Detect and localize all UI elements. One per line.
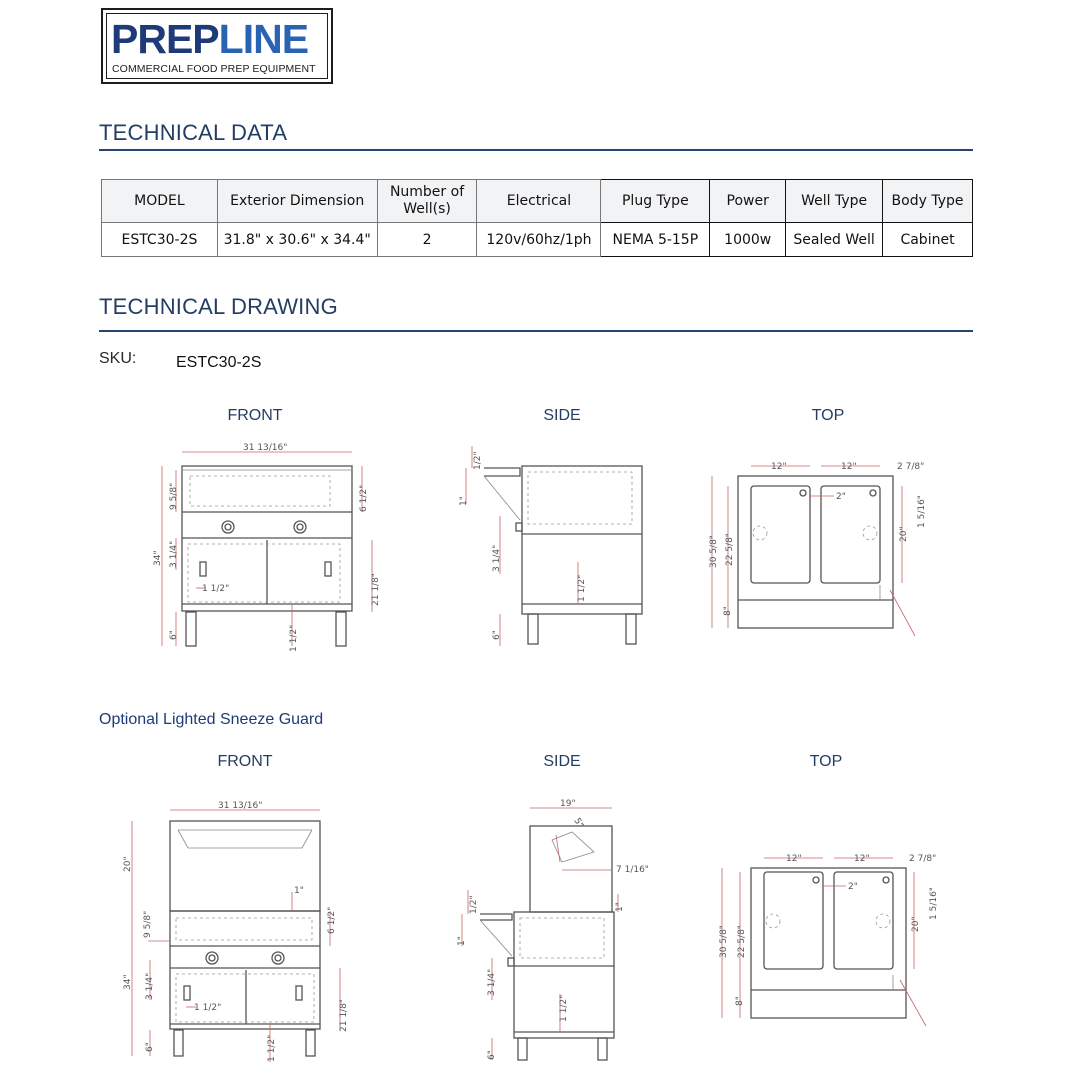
dim-20-top2: 20" — [911, 916, 921, 932]
dim-3-14-2: 3 1/4" — [145, 972, 155, 1000]
dim-20: 20" — [899, 526, 909, 542]
front2-handle-left — [184, 986, 190, 1000]
dim-12-left: 12" — [771, 462, 787, 472]
top2-well-right — [834, 872, 893, 969]
dim-22-58: 22 5/8" — [725, 533, 735, 566]
front2-body — [170, 911, 320, 1029]
sneeze-guard-frame — [170, 821, 320, 911]
cell-body-type: Cabinet — [883, 223, 973, 257]
top2-well-left — [764, 872, 823, 969]
dim-1-12-handle: 1 1/2" — [202, 584, 230, 594]
cell-wells: 2 — [377, 223, 477, 257]
dim-half: 1/2" — [473, 451, 483, 470]
dim-34-2: 34" — [123, 974, 133, 990]
cell-well-type: Sealed Well — [786, 223, 883, 257]
dim-1-12-bottom-2: 1 1/2" — [267, 1034, 277, 1062]
logo-tagline: COMMERCIAL FOOD PREP EQUIPMENT — [112, 63, 316, 75]
top-view-sneeze-guard-drawing — [719, 854, 939, 1026]
dim-9-58: 9 5/8" — [169, 482, 179, 510]
sku-value: ESTC30-2S — [176, 354, 262, 371]
side2-guard-glass — [552, 832, 594, 862]
side2-knob — [508, 958, 514, 966]
side-shelf — [484, 468, 520, 476]
dim-12-left-2: 12" — [786, 854, 802, 864]
view-label-side: SIDE — [543, 407, 581, 424]
dim-3-14: 3 1/4" — [169, 540, 179, 568]
front2-handle-right — [296, 986, 302, 1000]
dim-21-18: 21 1/8" — [371, 573, 381, 606]
dim-width-2: 31 13/16" — [218, 801, 263, 811]
dim-3-14-side: 3 1/4" — [492, 544, 502, 572]
dim-9-58-2: 9 5/8" — [143, 910, 153, 938]
side2-guard — [530, 826, 612, 912]
side2-leg-right — [598, 1038, 607, 1060]
dim-19: 19" — [560, 799, 576, 809]
dim-12-right: 12" — [841, 462, 857, 472]
top-outline — [738, 476, 893, 628]
optional-sneeze-guard-title: Optional Lighted Sneeze Guard — [99, 711, 324, 728]
dim-6-side: 6" — [492, 630, 502, 640]
dim-30-58: 30 5/8" — [709, 535, 719, 568]
side-leg-right — [626, 614, 636, 644]
header-electrical: Electrical — [477, 180, 601, 223]
dim-1-12-side2: 1 1/2" — [559, 994, 569, 1022]
front-handle-left — [200, 562, 206, 576]
header-well-type: Well Type — [786, 180, 883, 223]
dim-8-2: 8" — [735, 996, 745, 1006]
dim-1-516-2: 1 5/16" — [929, 887, 939, 920]
dim-1-guard: 1" — [294, 886, 304, 896]
sku-label: SKU: — [99, 350, 137, 367]
side2-shelf — [480, 914, 512, 920]
view-label-side-2: SIDE — [543, 753, 581, 770]
side2-leg-left — [518, 1038, 527, 1060]
dim-1-12-side: 1 1/2" — [577, 574, 587, 602]
front-knob-left — [222, 521, 234, 533]
dim-half-2: 1/2" — [469, 895, 479, 914]
view-label-top: TOP — [811, 407, 845, 424]
dim-2: 2" — [836, 492, 846, 502]
header-model: MODEL — [102, 180, 218, 223]
dim-22-58-2: 22 5/8" — [737, 925, 747, 958]
logo-word-line: LINE — [218, 16, 309, 62]
dim-1-516: 1 5/16" — [917, 495, 927, 528]
technical-data-title: TECHNICAL DATA — [99, 120, 288, 145]
front2-leg-right — [306, 1030, 315, 1056]
dim-34: 34" — [153, 550, 163, 566]
side-knob — [516, 523, 522, 531]
front2-knob-right — [272, 952, 284, 964]
view-label-front-2: FRONT — [217, 753, 273, 770]
dim-20-guard: 20" — [123, 856, 133, 872]
cell-model: ESTC30-2S — [102, 223, 218, 257]
header-body-type: Body Type — [883, 180, 973, 223]
header-plug-type: Plug Type — [601, 180, 710, 223]
top-view-drawing — [709, 462, 927, 636]
dim-6-12: 6 1/2" — [359, 484, 369, 512]
dim-6-12-2: 6 1/2" — [327, 906, 337, 934]
dim-width: 31 13/16" — [243, 443, 288, 453]
front2-knob-left — [206, 952, 218, 964]
technical-drawing-title: TECHNICAL DRAWING — [99, 294, 338, 319]
cell-power: 1000w — [710, 223, 786, 257]
front2-leg-left — [174, 1030, 183, 1056]
front-handle-right — [325, 562, 331, 576]
dim-1-side2b: 1" — [457, 936, 467, 946]
dim-8: 8" — [723, 606, 733, 616]
dim-2-top2: 2" — [848, 882, 858, 892]
cell-electrical: 120v/60hz/1ph — [477, 223, 601, 257]
header-wells: Number of Well(s) — [377, 180, 477, 223]
view-label-top-2: TOP — [809, 753, 843, 770]
dim-6-side2: 6" — [487, 1050, 497, 1060]
side-view-drawing — [459, 446, 642, 646]
front-wells-hidden — [190, 476, 330, 506]
dim-21-18-2: 21 1/8" — [339, 999, 349, 1032]
dim-2-78-2: 2 7/8" — [909, 854, 937, 864]
dim-7-116: 7 1/16" — [616, 865, 649, 875]
dim-12-right-2: 12" — [854, 854, 870, 864]
logo-word-prep: PREP — [111, 16, 219, 62]
side-leg-left — [528, 614, 538, 644]
cell-dimension: 31.8" x 30.6" x 34.4" — [217, 223, 377, 257]
header-dimension: Exterior Dimension — [217, 180, 377, 223]
front-view-drawing — [153, 443, 381, 652]
cell-plug-type: NEMA 5-15P — [601, 223, 710, 257]
dim-6-2: 6" — [145, 1042, 155, 1052]
front-leg-right — [336, 612, 346, 646]
dim-5: 5" — [571, 816, 585, 831]
top-well-right — [821, 486, 880, 583]
dim-1-12-bottom: 1 1/2" — [289, 624, 299, 652]
header-power: Power — [710, 180, 786, 223]
dim-30-58-2: 30 5/8" — [719, 925, 729, 958]
top2-outline — [751, 868, 906, 1018]
front-view-sneeze-guard-drawing — [123, 801, 349, 1062]
dim-6: 6" — [169, 630, 179, 640]
top-well-left — [751, 486, 810, 583]
dim-1: 1" — [459, 496, 469, 506]
dim-2-78: 2 7/8" — [897, 462, 925, 472]
dim-1-12-handle-2: 1 1/2" — [194, 1003, 222, 1013]
front-leg-left — [186, 612, 196, 646]
front-knob-right — [294, 521, 306, 533]
side-view-sneeze-guard-drawing — [457, 799, 649, 1060]
dim-3-14-side2: 3 1/4" — [487, 968, 497, 996]
dim-1-side2: 1" — [615, 902, 625, 912]
view-label-front: FRONT — [227, 407, 283, 424]
